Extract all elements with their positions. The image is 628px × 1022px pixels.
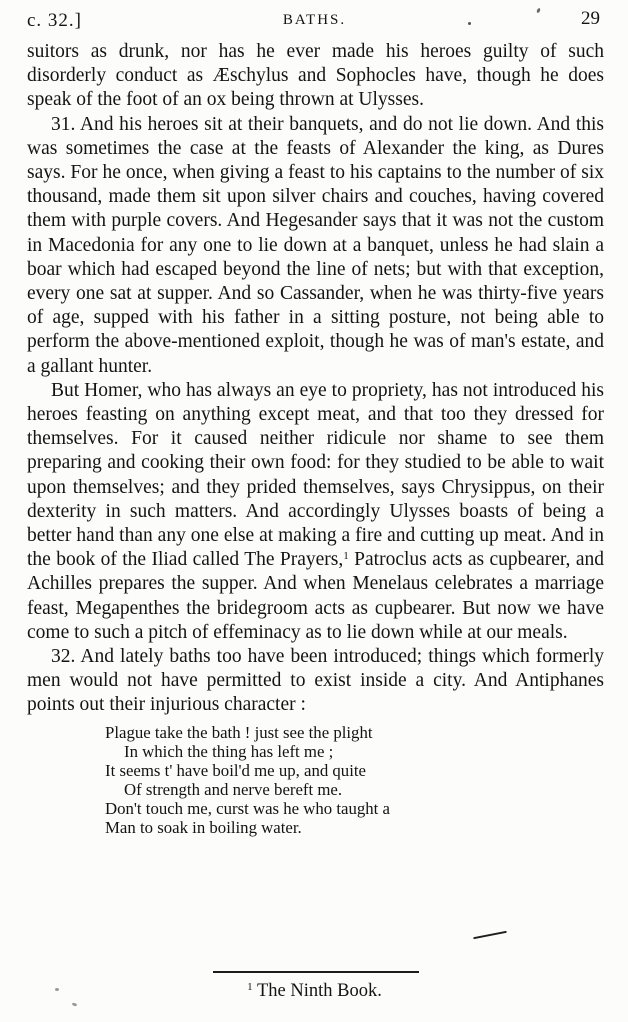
footnote-divider-rule <box>213 971 419 973</box>
footnote-reference-mark: 1 <box>343 550 349 563</box>
verse-line: It seems t' have boil'd me up, and quite <box>105 760 366 780</box>
running-header <box>27 8 602 34</box>
paragraph-homer-text: But Homer, who has always an eye to propriety, has not introduced his heroes feasting on anything except meat, and that too they dressed for themselves. For it caused neither ridicule nor shame to see them preparing and cooking their own food: for they studied to be able to wait upon themselves; and they prided themselves, says Chrysippus, on their dexterity in such matters. And accordingly Ulysses boasts of being a better hand than any one else at making a fire and cutting up meat. And in the book of the Iliad called The Prayers, <box>27 379 604 571</box>
scan-speck <box>468 22 471 25</box>
paragraph-homer <box>27 379 604 645</box>
footnote <box>27 981 602 1002</box>
paragraph-section-32: 32. And lately baths too have been introduced; things which formerly men would not have permitted to exist inside a city. And Antiphanes points out their injurious character : <box>27 646 604 716</box>
scan-speck <box>72 1002 78 1007</box>
scan-speck <box>55 988 59 991</box>
running-title: BATHS. <box>282 12 347 28</box>
chapter-reference: c. 32.] <box>27 10 83 31</box>
verse-line: Of strength and nerve bereft me. <box>124 779 343 799</box>
text-body <box>27 40 604 837</box>
verse-line: Don't touch me, curst was he who taught a <box>105 798 390 818</box>
paragraph-continuation: suitors as drunk, nor has he ever made his heroes guilty of such disorderly conduct as Æschylus and Sophocles have, though he does speak of the foot of an ox being thrown at Ulysses. <box>27 41 604 111</box>
pen-mark-artifact <box>473 931 507 939</box>
verse-line: In which the thing has left me ; <box>124 741 334 761</box>
verse-line: Plague take the bath ! just see the plight <box>105 722 373 742</box>
verse-line: Man to soak in boiling water. <box>105 817 302 837</box>
paragraph-section-31: 31. And his heroes sit at their banquets, and do not lie down. And this was sometimes the case at the feasts of Alexander the king, as Dures says. For he once, when giving a feast to his captains to the number of six thousand, made them sit upon silver chairs and couches, having covered them with purple covers. And Hegesander says that it was not the custom in Macedonia for any one to lie down at a banquet, unless he had slain a boar which had escaped beyond the line of nets; but with that exception, every one sat at supper. And so Cassander, when he was thirty-five years of age, supped with his father in a sitting posture, not being able to perform the above-mentioned exploit, though he was of man's estate, and a gallant hunter. <box>27 113 604 377</box>
verse-quotation <box>105 723 604 837</box>
paragraph-homer-text-after: Patroclus acts as cupbearer, and Achilles prepares the supper. And when Menelaus celebrates a marriage feast, Megapenthes the bridegroom acts as cupbearer. But now we have come to such a pitch of effeminacy as to lie down while at our meals. <box>27 549 604 643</box>
page-number: 29 <box>581 8 600 29</box>
footnote-area <box>27 963 602 1002</box>
footnote-marker: 1 <box>247 981 253 993</box>
footnote-label: The Ninth Book. <box>256 981 382 1001</box>
